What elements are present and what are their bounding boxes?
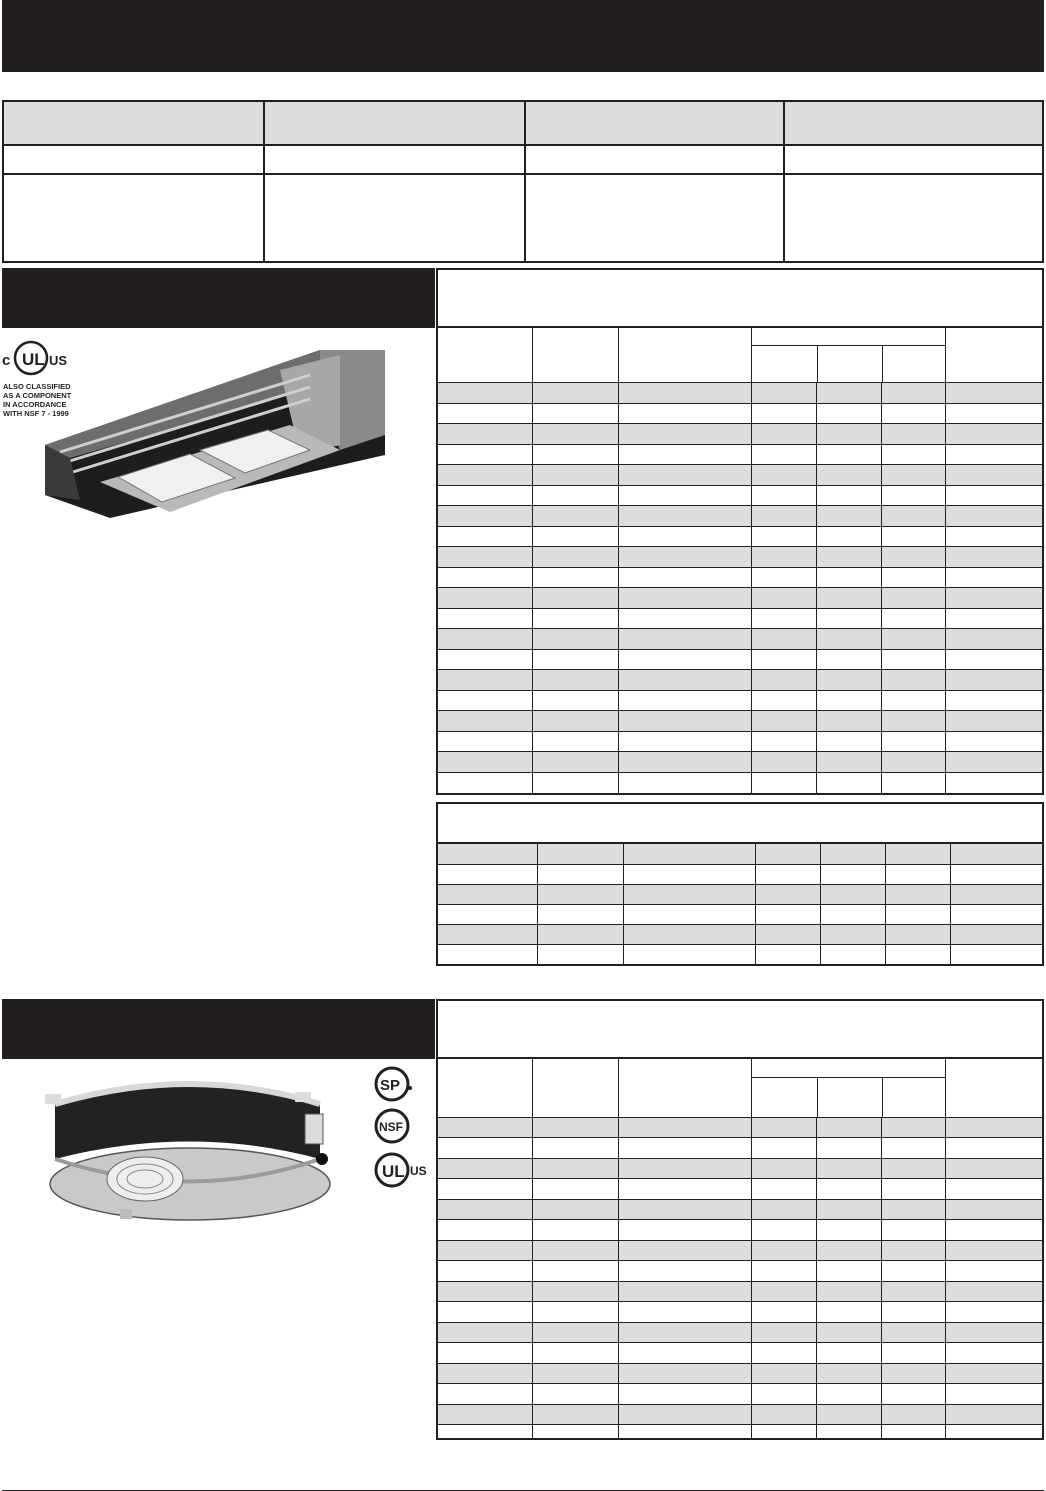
- table-row: [438, 944, 1042, 964]
- summary-row: [4, 146, 1042, 175]
- header-cell: [533, 328, 619, 382]
- certification-marks: [372, 1066, 434, 1196]
- section1-spec-table: [436, 328, 1044, 795]
- table-row: [438, 1240, 1042, 1260]
- csa-mark-icon: [376, 1068, 412, 1100]
- header-group-cell: [752, 1059, 946, 1117]
- summary-cell: [265, 175, 526, 261]
- table-row: [438, 1424, 1042, 1438]
- table-row: [438, 751, 1042, 772]
- header-cell: [533, 1059, 619, 1117]
- ul-prefix: c: [2, 352, 11, 369]
- table-row: [438, 505, 1042, 526]
- table-row: [438, 669, 1042, 690]
- header-cell: [619, 328, 752, 382]
- nsf-classification-note: ALSO CLASSIFIED AS A COMPONENT IN ACCORDANCE WITH NSF 7 - 1999: [3, 382, 72, 418]
- table-row: [438, 444, 1042, 464]
- header-cell: [946, 328, 1042, 382]
- table-row: [438, 710, 1042, 731]
- ul-listed-icon: [376, 1154, 427, 1186]
- summary-cell: [526, 175, 785, 261]
- ul-mark-text: UL: [22, 350, 45, 369]
- table-row: [438, 1117, 1042, 1137]
- table-row: [438, 382, 1042, 403]
- table-row: [438, 526, 1042, 546]
- table-row: [438, 1158, 1042, 1178]
- csa-mark-text: SP: [380, 1077, 401, 1094]
- section1-caption-box: [436, 268, 1044, 328]
- summary-cell: [785, 175, 1042, 261]
- table-row: [438, 904, 1042, 924]
- table-row: [438, 1404, 1042, 1424]
- table-row: [438, 924, 1042, 944]
- summary-header-cell: [4, 102, 265, 144]
- secondary-caption: [438, 804, 1042, 844]
- table-row: [438, 546, 1042, 567]
- table-row: [438, 567, 1042, 587]
- table-row: [438, 649, 1042, 669]
- header-bar: [2, 0, 1044, 72]
- table-row: [438, 628, 1042, 649]
- table-row: [438, 423, 1042, 444]
- header-cell: [946, 1059, 1042, 1117]
- table-row: [438, 864, 1042, 884]
- table-row: [438, 1383, 1042, 1404]
- table-row: [438, 1260, 1042, 1281]
- table-row: [438, 485, 1042, 505]
- summary-cell: [4, 146, 265, 173]
- table-row: [438, 690, 1042, 710]
- header-group-cell: [752, 328, 946, 382]
- section2-spec-table: [436, 1059, 1044, 1440]
- summary-header-cell: [526, 102, 785, 144]
- table-row: [438, 1137, 1042, 1158]
- table-row: [438, 1322, 1042, 1342]
- section1-table-header: [438, 328, 1042, 382]
- header-cell: [438, 328, 533, 382]
- table-row: [438, 1178, 1042, 1199]
- table-row: [438, 1342, 1042, 1363]
- section2-caption-box: [436, 999, 1044, 1059]
- summary-cell: [526, 146, 785, 173]
- nsf-mark-icon: [376, 1110, 408, 1142]
- summary-row: [4, 175, 1042, 261]
- header-cell: [438, 1059, 533, 1117]
- section1-title-bar: [2, 268, 435, 328]
- table-row: [438, 608, 1042, 628]
- table-row: [438, 772, 1042, 793]
- table-row: [438, 403, 1042, 423]
- summary-header-cell: [265, 102, 526, 144]
- table-row: [438, 1199, 1042, 1219]
- header-cell: [619, 1059, 752, 1117]
- table-row: [438, 587, 1042, 608]
- section1-secondary-table: [436, 802, 1044, 966]
- ul-suffix: US: [49, 353, 68, 368]
- nsf-mark-text: NSF: [379, 1120, 403, 1134]
- ul-suffix-2: US: [410, 1164, 427, 1178]
- summary-cell: [265, 146, 526, 173]
- table-row: [438, 884, 1042, 904]
- table-row: [438, 731, 1042, 751]
- table-row: [438, 1281, 1042, 1301]
- unit-cooler-photo: [40, 340, 395, 520]
- section2-table-header: [438, 1059, 1042, 1117]
- table-row: [438, 844, 1042, 864]
- table-row: [438, 464, 1042, 485]
- ul-mark-text-2: UL: [382, 1162, 405, 1181]
- summary-header-cell: [785, 102, 1042, 144]
- section2-title-bar: [2, 999, 435, 1059]
- summary-header-row: [4, 102, 1042, 146]
- summary-cell: [785, 146, 1042, 173]
- summary-table: [2, 100, 1044, 263]
- table-row: [438, 1219, 1042, 1240]
- summary-cell: [4, 175, 265, 261]
- table-row: [438, 1363, 1042, 1383]
- round-unit-cooler-photo: [40, 1074, 340, 1224]
- table-row: [438, 1301, 1042, 1322]
